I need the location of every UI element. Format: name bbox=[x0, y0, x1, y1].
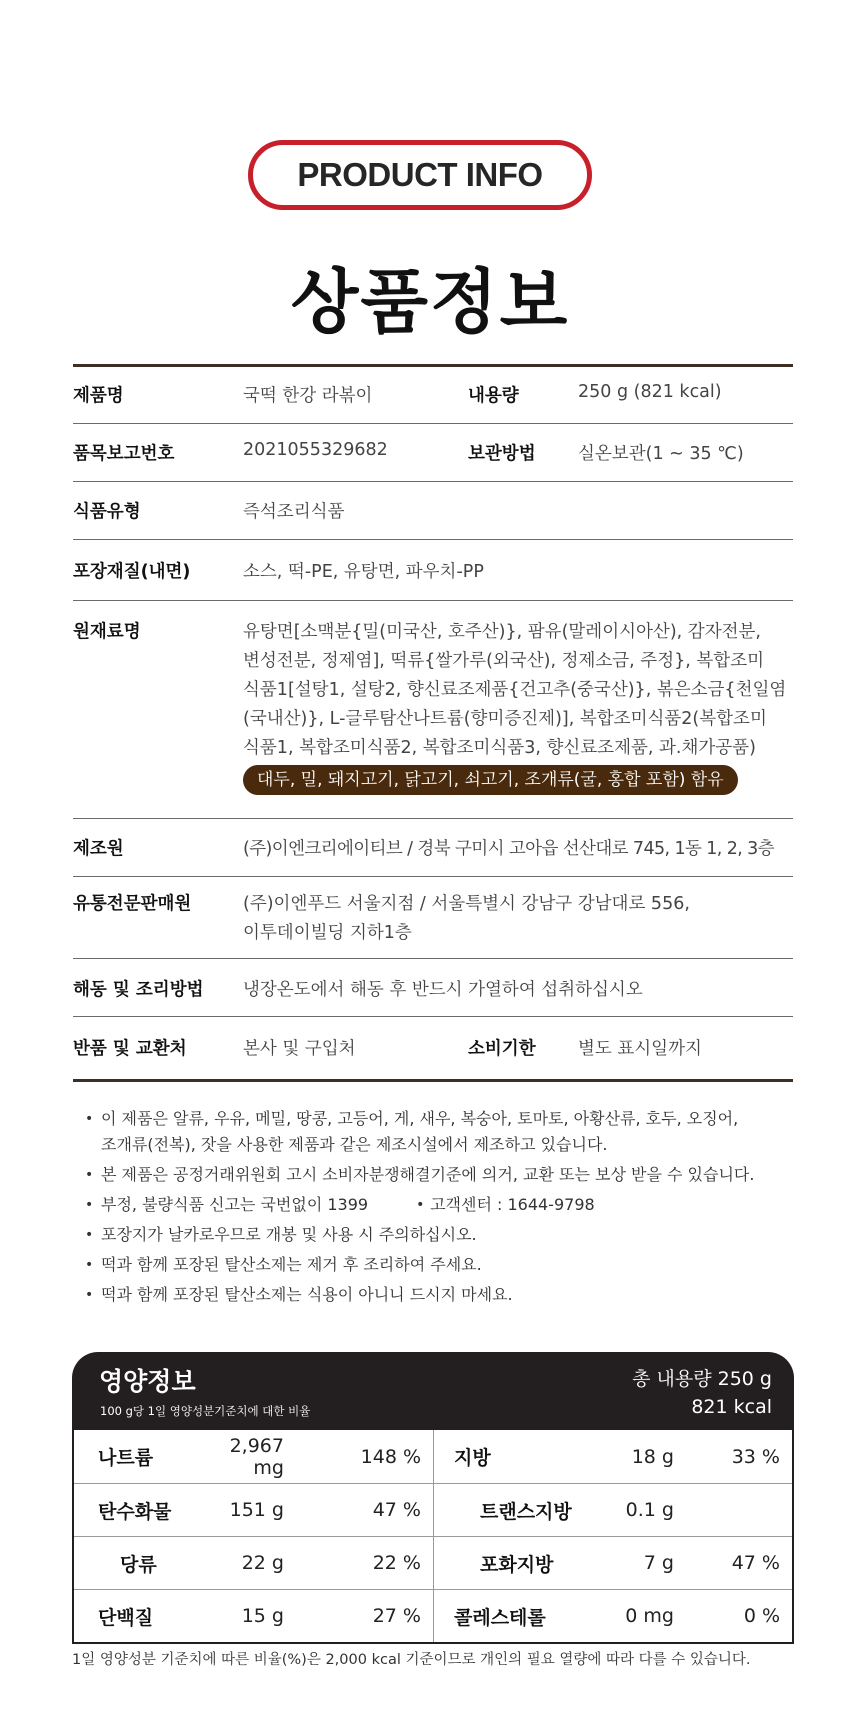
nutrition-total: 총 내용량 250 g bbox=[632, 1368, 772, 1390]
return-value: 본사 및 구입처 bbox=[243, 1039, 356, 1059]
nutrition-footnote: 1일 영양성분 기준치에 따른 비율(%)은 2,000 kcal 기준이므로 개인의 필요 열량에 따라 다를 수 있습니다. bbox=[72, 1652, 751, 1668]
distributor-line: 이투데이빌딩 지하1층 bbox=[243, 923, 412, 943]
nutrient-value: 0.1 g bbox=[625, 1499, 674, 1521]
notice-text: 떡과 함께 포장된 탈산소제는 식용이 아니니 드시지 마세요. bbox=[101, 1285, 513, 1304]
distributor-label: 유통전문판매원 bbox=[73, 894, 192, 914]
row-packaging bbox=[73, 540, 793, 601]
product-name-label: 제품명 bbox=[73, 386, 124, 406]
notice-text: 본 제품은 공정거래위원회 고시 소비자분쟁해결기준에 의거, 교환 또는 보상 받을 수 있습니다. bbox=[101, 1165, 755, 1184]
nutrient-name: 트랜스지방 bbox=[480, 1500, 572, 1523]
distributor-line: (주)이엔푸드 서울지점 / 서울특별시 강남구 강남대로 556, bbox=[243, 894, 690, 914]
report-no-value: 2021055329682 bbox=[243, 440, 388, 460]
nutrient-value: 0 mg bbox=[625, 1605, 674, 1627]
row-distributor bbox=[73, 877, 793, 959]
nutrition-subtitle: 100 g당 1일 영양성분기준치에 대한 비율 bbox=[100, 1404, 311, 1418]
nutrient-cell bbox=[74, 1484, 433, 1536]
nutrient-value: 15 g bbox=[241, 1605, 284, 1627]
row-report-no bbox=[73, 424, 793, 482]
packaging-label: 포장재질(내면) bbox=[73, 562, 191, 582]
nutrient-cell bbox=[433, 1430, 792, 1483]
nutrient-percent: 0 % bbox=[743, 1605, 780, 1627]
notice-text: • 이 제품은 알류, 우유, 메밀, 땅콩, 고등어, 게, 새우, 복숭아, 토마토, 아황산류, 호두, 오징어, bbox=[101, 1109, 739, 1128]
row-cooking bbox=[73, 959, 793, 1017]
notice-item bbox=[85, 1222, 805, 1248]
ingredients-line: 변성전분, 정제염], 떡류{쌀가루(외국산), 정제소금, 주정}, 복합조미 bbox=[243, 651, 765, 671]
nutrient-value: 151 g bbox=[229, 1499, 284, 1521]
product-info-badge: PRODUCT INFO bbox=[248, 140, 592, 210]
manufacturer-label: 제조원 bbox=[73, 839, 124, 859]
notice-text: 조개류(전복), 잣을 사용한 제품과 같은 제조시설에서 제조하고 있습니다. bbox=[101, 1135, 608, 1154]
nutrient-cell bbox=[433, 1484, 792, 1536]
nutrition-title: 영양정보 bbox=[99, 1367, 196, 1396]
nutrient-name: 나트륨 bbox=[98, 1447, 154, 1469]
product-name-value: 국떡 한강 라볶이 bbox=[243, 386, 373, 406]
ingredients-line: (국내산)}, L-글루탐산나트륨(향미증진제)], 복합조미식품2(복합조미 bbox=[243, 709, 767, 729]
food-type-value: 즉석조리식품 bbox=[243, 502, 345, 522]
nutrition-row bbox=[74, 1536, 792, 1589]
nutrition-row bbox=[74, 1430, 792, 1483]
cooking-label: 해동 및 조리방법 bbox=[73, 980, 204, 1000]
notice-list bbox=[85, 1106, 805, 1312]
cooking-value: 냉장온도에서 해동 후 반드시 가열하여 섭취하십시오 bbox=[243, 980, 643, 1000]
row-food-type bbox=[73, 482, 793, 540]
storage-value: 실온보관(1 ~ 35 ℃) bbox=[578, 444, 744, 464]
notice-text: 포장지가 날카로우므로 개봉 및 사용 시 주의하십시오. bbox=[101, 1225, 477, 1244]
nutrient-percent: 27 % bbox=[372, 1605, 421, 1627]
nutrient-name: 당류 bbox=[120, 1553, 157, 1576]
row-product-name bbox=[73, 367, 793, 424]
product-info-table bbox=[73, 364, 793, 1082]
ingredients-label: 원재료명 bbox=[73, 622, 141, 642]
notice-item bbox=[85, 1106, 805, 1158]
nutrition-table bbox=[72, 1430, 794, 1644]
packaging-value: 소스, 떡-PE, 유탕면, 파우치-PP bbox=[243, 562, 484, 582]
nutrient-value: 7 g bbox=[643, 1552, 674, 1574]
nutrient-cell bbox=[74, 1430, 433, 1483]
ingredients-value bbox=[243, 618, 793, 795]
ingredients-line: 식품1[설탕1, 설탕2, 향신료조제품{건고추(중국산)}, 볶은소금{천일염 bbox=[243, 680, 787, 700]
ingredients-line: 유탕면[소맥분{밀(미국산, 호주산)}, 팜유(말레이시아산), 감자전분, bbox=[243, 622, 761, 642]
nutrient-name: 콜레스테롤 bbox=[454, 1606, 546, 1629]
nutrient-percent: 33 % bbox=[731, 1445, 780, 1468]
nutrition-kcal: 821 kcal bbox=[691, 1396, 772, 1418]
nutrient-cell bbox=[433, 1590, 792, 1642]
nutrient-cell bbox=[74, 1537, 433, 1589]
nutrient-name: 포화지방 bbox=[480, 1553, 554, 1576]
customer-center-text: • 고객센터 : 1644-9798 bbox=[416, 1192, 595, 1218]
allergen-badge: 대두, 밀, 돼지고기, 닭고기, 쇠고기, 조개류(굴, 홍합 포함) 함유 bbox=[243, 765, 738, 795]
nutrient-percent: 22 % bbox=[372, 1552, 421, 1574]
notice-item bbox=[85, 1162, 805, 1188]
nutrition-row bbox=[74, 1483, 792, 1536]
ingredients-line: 식품1, 복합조미식품2, 복합조미식품3, 향신료조제품, 과.채가공품) bbox=[243, 738, 756, 758]
nutrient-cell bbox=[74, 1590, 433, 1642]
notice-item bbox=[85, 1282, 805, 1308]
nutrient-value: 18 g bbox=[631, 1445, 674, 1468]
expiry-label: 소비기한 bbox=[468, 1039, 536, 1059]
nutrient-percent: 148 % bbox=[360, 1445, 421, 1468]
nutrient-name: 지방 bbox=[454, 1447, 491, 1469]
expiry-value: 별도 표시일까지 bbox=[578, 1039, 702, 1059]
distributor-value bbox=[243, 890, 793, 948]
report-no-label: 품목보고번호 bbox=[73, 444, 175, 464]
page-title: 상품정보 bbox=[290, 261, 570, 343]
row-return bbox=[73, 1017, 793, 1079]
nutrient-name: 탄수화물 bbox=[98, 1500, 172, 1523]
nutrition-header bbox=[72, 1352, 794, 1430]
volume-value: 250 g (821 kcal) bbox=[578, 382, 722, 402]
nutrient-name: 단백질 bbox=[98, 1606, 154, 1629]
notice-text: • 부정, 불량식품 신고는 국번없이 1399 bbox=[101, 1195, 369, 1214]
notice-item bbox=[85, 1252, 805, 1278]
storage-label: 보관방법 bbox=[468, 444, 536, 464]
return-label: 반품 및 교환처 bbox=[73, 1039, 187, 1059]
notice-text: 떡과 함께 포장된 탈산소제는 제거 후 조리하여 주세요. bbox=[101, 1255, 482, 1274]
nutrient-value: 22 g bbox=[241, 1552, 284, 1574]
nutrition-row bbox=[74, 1589, 792, 1642]
nutrient-cell bbox=[433, 1537, 792, 1589]
volume-label: 내용량 bbox=[468, 386, 519, 406]
nutrition-facts bbox=[72, 1352, 794, 1644]
manufacturer-value: (주)이엔크리에이티브 / 경북 구미시 고아읍 선산대로 745, 1동 1, 2, 3층 bbox=[243, 839, 775, 859]
food-type-label: 식품유형 bbox=[73, 502, 141, 522]
row-ingredients bbox=[73, 601, 793, 819]
nutrient-percent: 47 % bbox=[372, 1499, 421, 1521]
nutrient-value: 2,967 mg bbox=[229, 1434, 284, 1479]
notice-item bbox=[85, 1192, 805, 1218]
nutrient-percent: 47 % bbox=[731, 1552, 780, 1574]
row-manufacturer bbox=[73, 819, 793, 877]
